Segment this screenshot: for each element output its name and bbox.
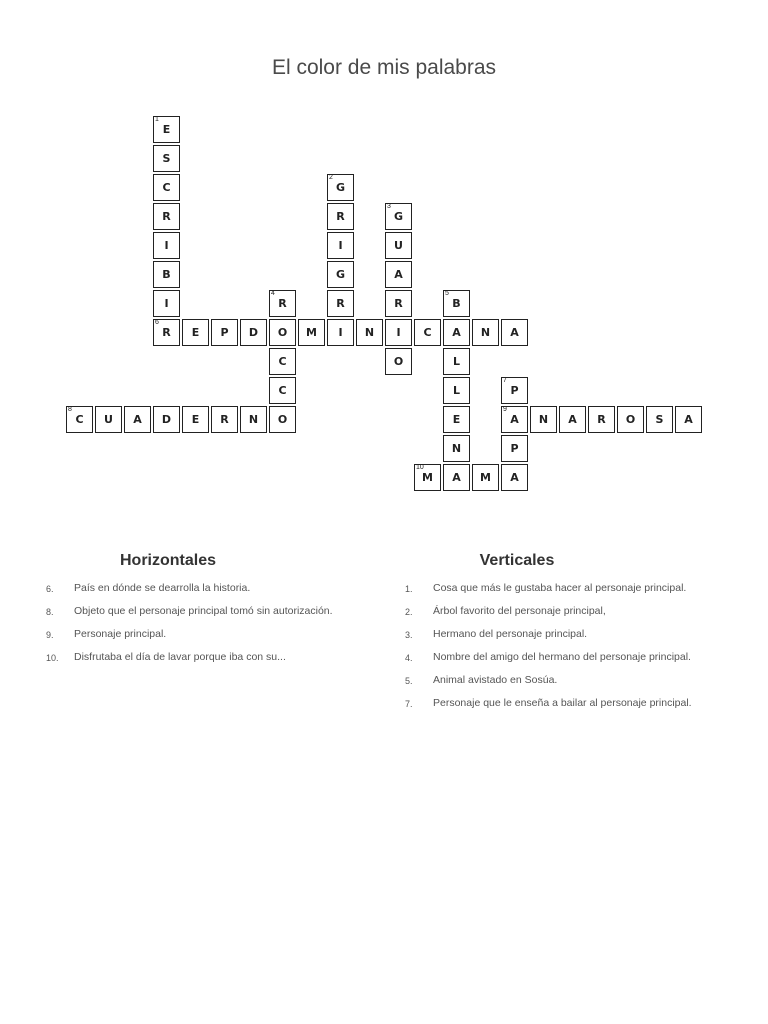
cell-letter: A xyxy=(510,326,519,339)
clue-number: 2 xyxy=(329,174,333,181)
cell-letter: R xyxy=(278,297,287,310)
crossword-cell[interactable] xyxy=(327,290,354,317)
clue-number: 10 xyxy=(416,464,424,471)
clue-number: 5 xyxy=(445,290,449,297)
clue-number: 7. xyxy=(405,699,413,709)
cell-letter: D xyxy=(161,413,172,426)
cell-letter: O xyxy=(277,413,288,426)
clue-text: País en dónde se dearrolla la historia. xyxy=(74,582,251,594)
cell-letter: D xyxy=(248,326,259,339)
clue-text: Nombre del amigo del hermano del personaje principal. xyxy=(433,651,691,663)
clue-number: 3 xyxy=(387,203,391,210)
cell-letter: P xyxy=(220,326,229,339)
cell-letter: O xyxy=(277,326,288,339)
clue-text: Disfrutaba el día de lavar porque iba con su... xyxy=(74,651,286,663)
cell-letter: M xyxy=(480,471,491,484)
crossword-cell[interactable] xyxy=(153,232,180,259)
cell-letter: R xyxy=(336,210,345,223)
crossword-cell[interactable] xyxy=(414,464,441,491)
crossword-cell[interactable] xyxy=(240,406,267,433)
cell-letter: R xyxy=(597,413,606,426)
clue-text: Cosa que más le gustaba hacer al personaje principal. xyxy=(433,582,687,594)
crossword-cell[interactable] xyxy=(95,406,122,433)
crossword-cell[interactable] xyxy=(182,319,209,346)
clue-number: 3. xyxy=(405,630,413,640)
clue-text: Personaje que le enseña a bailar al personaje principal. xyxy=(433,697,692,709)
crossword-cell[interactable] xyxy=(66,406,93,433)
crossword-cell[interactable] xyxy=(414,319,441,346)
clue-text: Animal avistado en Sosúa. xyxy=(433,674,558,686)
down-heading: Verticales xyxy=(479,552,555,569)
cell-letter: L xyxy=(452,355,460,368)
cell-letter: N xyxy=(480,326,491,339)
cell-letter: R xyxy=(162,326,171,339)
crossword-cell[interactable] xyxy=(385,319,412,346)
crossword-cell[interactable] xyxy=(298,319,325,346)
cell-letter: I xyxy=(338,326,343,339)
crossword-cell[interactable] xyxy=(646,406,673,433)
cell-letter: G xyxy=(393,210,404,223)
clue-number: 8. xyxy=(46,607,54,617)
cell-letter: N xyxy=(248,413,259,426)
crossword-cell[interactable] xyxy=(327,174,354,201)
clue-number: 2. xyxy=(405,607,413,617)
cell-letter: R xyxy=(220,413,229,426)
crossword-cell[interactable] xyxy=(153,116,180,143)
cell-letter: I xyxy=(396,326,401,339)
cell-letter: R xyxy=(162,210,171,223)
crossword-cell[interactable] xyxy=(240,319,267,346)
crossword-cell[interactable] xyxy=(443,377,470,404)
crossword-cell[interactable] xyxy=(153,319,180,346)
crossword-cell[interactable] xyxy=(211,319,238,346)
crossword-cell[interactable] xyxy=(269,377,296,404)
cell-letter: B xyxy=(452,297,461,310)
cell-letter: P xyxy=(510,384,519,397)
cell-letter: N xyxy=(538,413,549,426)
crossword-cell[interactable] xyxy=(530,406,557,433)
clue-number: 6 xyxy=(155,319,159,326)
clue-text: Árbol favorito del personaje principal, xyxy=(433,605,606,617)
cell-letter: A xyxy=(452,471,461,484)
crossword-cell[interactable] xyxy=(327,319,354,346)
crossword-cell[interactable] xyxy=(153,261,180,288)
cell-letter: R xyxy=(336,297,345,310)
cell-letter: G xyxy=(335,268,346,281)
crossword-cell[interactable] xyxy=(443,348,470,375)
crossword-cell[interactable] xyxy=(501,377,528,404)
crossword-cell[interactable] xyxy=(211,406,238,433)
cell-letter: O xyxy=(393,355,404,368)
cell-letter: A xyxy=(133,413,142,426)
crossword-cell[interactable] xyxy=(327,261,354,288)
clue-number: 10. xyxy=(46,653,59,663)
cell-letter: C xyxy=(75,413,84,426)
cell-letter: U xyxy=(104,413,113,426)
cell-letter: R xyxy=(394,297,403,310)
crossword-cell[interactable] xyxy=(153,174,180,201)
crossword-cell[interactable] xyxy=(675,406,702,433)
crossword-cell[interactable] xyxy=(472,464,499,491)
cell-letter: E xyxy=(452,413,461,426)
cell-letter: I xyxy=(164,297,169,310)
cell-letter: A xyxy=(394,268,403,281)
cell-letter: P xyxy=(510,442,519,455)
across-heading: Horizontales xyxy=(119,552,216,569)
page-title: El color de mis palabras xyxy=(271,56,497,79)
crossword-cell[interactable] xyxy=(588,406,615,433)
crossword-cell[interactable] xyxy=(327,203,354,230)
clue-text: Objeto que el personaje principal tomó sin autorización. xyxy=(74,605,333,617)
crossword-cell[interactable] xyxy=(153,290,180,317)
cell-letter: A xyxy=(568,413,577,426)
crossword-cell[interactable] xyxy=(385,261,412,288)
clue-number: 6. xyxy=(46,584,54,594)
clue-number: 4 xyxy=(271,290,275,297)
crossword-cell[interactable] xyxy=(472,319,499,346)
clue-number: 9. xyxy=(46,630,54,640)
crossword-cell[interactable] xyxy=(501,435,528,462)
crossword-cell[interactable] xyxy=(385,203,412,230)
cell-letter: E xyxy=(191,413,200,426)
cell-letter: M xyxy=(306,326,317,339)
crossword-cell[interactable] xyxy=(385,348,412,375)
cell-letter: C xyxy=(162,181,171,194)
clue-number: 4. xyxy=(405,653,413,663)
cell-letter: C xyxy=(423,326,432,339)
crossword-cell[interactable] xyxy=(327,232,354,259)
clue-number: 1 xyxy=(155,116,159,123)
crossword-cell[interactable] xyxy=(617,406,644,433)
crossword-cell[interactable] xyxy=(385,232,412,259)
cell-letter: G xyxy=(335,181,346,194)
cell-letter: L xyxy=(452,384,460,397)
clue-number: 5. xyxy=(405,676,413,686)
crossword-cell[interactable] xyxy=(443,319,470,346)
crossword-cell[interactable] xyxy=(443,435,470,462)
crossword-cell[interactable] xyxy=(269,348,296,375)
cell-letter: S xyxy=(162,152,171,165)
clue-number: 8 xyxy=(68,406,72,413)
cell-letter: S xyxy=(655,413,664,426)
cell-letter: E xyxy=(191,326,200,339)
crossword-cell[interactable] xyxy=(153,145,180,172)
cell-letter: A xyxy=(510,471,519,484)
crossword-cell[interactable] xyxy=(124,406,151,433)
crossword-cell[interactable] xyxy=(269,406,296,433)
cell-letter: B xyxy=(162,268,171,281)
cell-letter: A xyxy=(452,326,461,339)
crossword-cell[interactable] xyxy=(269,290,296,317)
cell-letter: A xyxy=(684,413,693,426)
cell-letter: C xyxy=(278,355,287,368)
cell-letter: N xyxy=(451,442,462,455)
cell-letter: I xyxy=(164,239,169,252)
crossword-cell[interactable] xyxy=(153,406,180,433)
crossword-cell[interactable] xyxy=(501,464,528,491)
crossword-cell[interactable] xyxy=(153,203,180,230)
clue-number: 7 xyxy=(503,377,507,384)
crossword-cell[interactable] xyxy=(269,319,296,346)
clue-number: 1. xyxy=(405,584,413,594)
cell-letter: N xyxy=(364,326,375,339)
crossword-cell[interactable] xyxy=(501,319,528,346)
crossword-cell[interactable] xyxy=(559,406,586,433)
crossword-cell[interactable] xyxy=(385,290,412,317)
crossword-cell[interactable] xyxy=(443,464,470,491)
cell-letter: U xyxy=(394,239,403,252)
crossword-cell[interactable] xyxy=(182,406,209,433)
cell-letter: M xyxy=(422,471,433,484)
crossword-cell[interactable] xyxy=(443,406,470,433)
crossword-cell[interactable] xyxy=(356,319,383,346)
cell-letter: I xyxy=(338,239,343,252)
crossword-cell[interactable] xyxy=(501,406,528,433)
cell-letter: E xyxy=(162,123,171,136)
crossword-cell[interactable] xyxy=(443,290,470,317)
clue-text: Hermano del personaje principal. xyxy=(433,628,588,640)
cell-letter: A xyxy=(510,413,519,426)
clue-number: 9 xyxy=(503,406,507,413)
cell-letter: C xyxy=(278,384,287,397)
clue-text: Personaje principal. xyxy=(74,628,167,640)
cell-letter: O xyxy=(625,413,636,426)
